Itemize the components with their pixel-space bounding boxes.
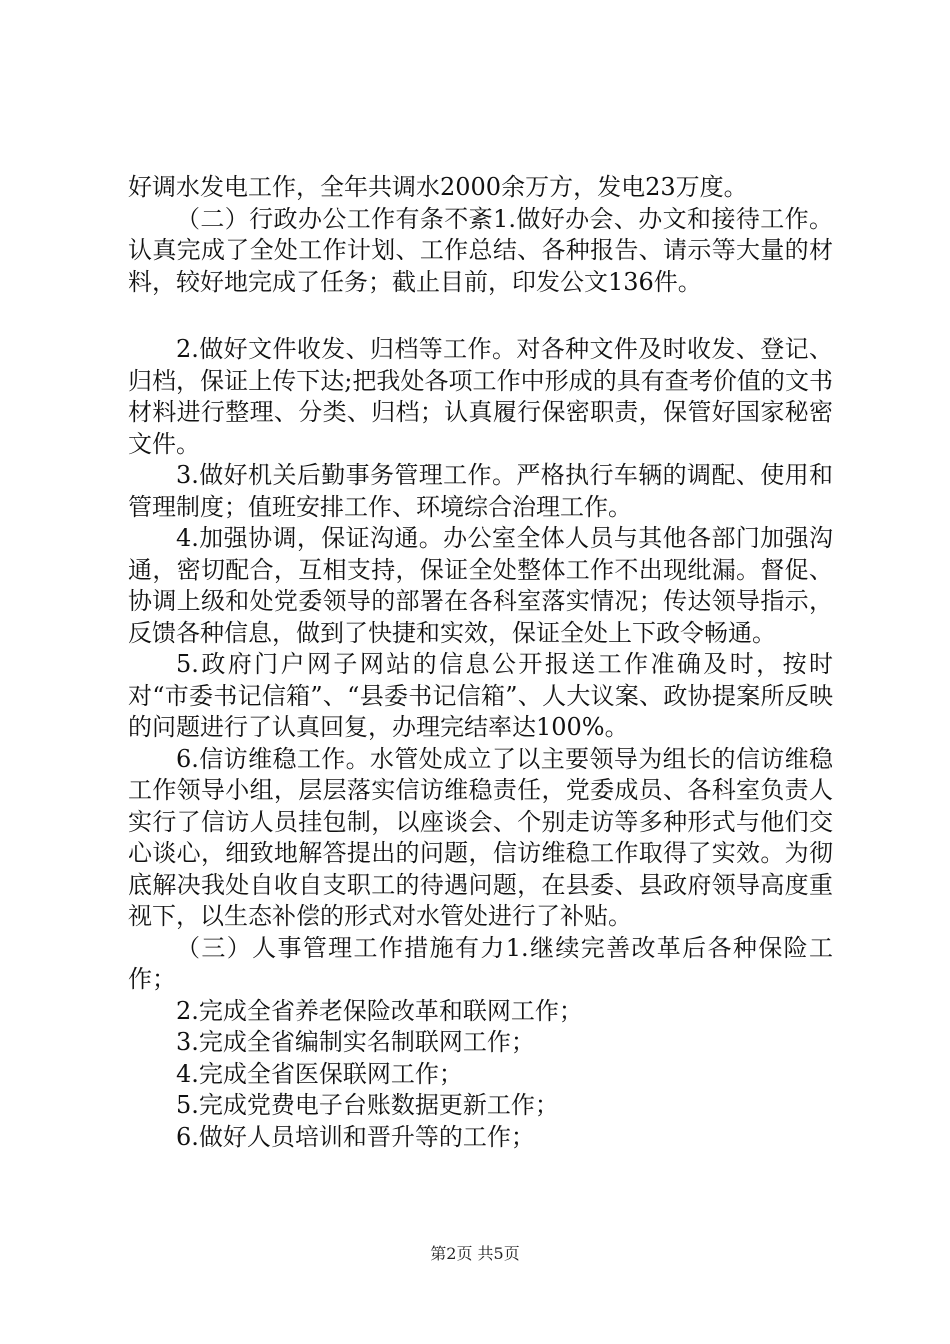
paragraph-11: 4.完成全省医保联网工作； <box>176 1059 463 1088</box>
paragraph-5: 4.加强协调，保证沟通。办公室全体人员与其他各部门加强沟通，密切配合，互相支持，保证全处整体工作不出现纰漏。督促、协调上级和处党委领导的部署在各科室落实情况；传达领导指示，反馈各种信息，做到了快捷和实效，保证全处上下政令畅通。 <box>128 524 833 647</box>
paragraph-9: 2.完成全省养老保险改革和联网工作； <box>176 996 583 1025</box>
paragraph-7: 6.信访维稳工作。水管处成立了以主要领导为组长的信访维稳工作领导小组，层层落实信访维稳责任，党委成员、各科室负责人实行了信访人员挂包制，以座谈会、个别走访等多种形式与他们交心谈心，细致地解答提出的问题，信访维稳工作取得了实效。为彻底解决我处自收自支职工的待遇问题，在县委、县政府领导高度重视下，以生态补偿的形式对水管处进行了补贴。 <box>128 744 833 930</box>
paragraph-10: 3.完成全省编制实名制联网工作； <box>176 1028 535 1056</box>
page-number-footer: 第2页 共5页 <box>430 1244 520 1263</box>
paragraph-13: 6.做好人员培训和晋升等的工作； <box>176 1122 535 1151</box>
paragraph-2: （二）行政办公工作有条不紊1.做好办会、办文和接待工作。认真完成了全处工作计划、工作总结、各种报告、请示等大量的材料，较好地完成了任务；截止目前，印发公文136件。 <box>128 204 833 296</box>
paragraph-12: 5.完成党费电子台账数据更新工作； <box>176 1091 559 1119</box>
paragraph-1: 好调水发电工作，全年共调水2000余万方，发电23万度。 <box>128 173 748 201</box>
paragraph-8: （三）人事管理工作措施有力1.继续完善改革后各种保险工作； <box>128 933 833 993</box>
paragraph-4: 3.做好机关后勤事务管理工作。严格执行车辆的调配、使用和管理制度；值班安排工作、环境综合治理工作。 <box>128 461 833 521</box>
document-body <box>128 172 833 1153</box>
paragraph-3: 2.做好文件收发、归档等工作。对各种文件及时收发、登记、归档，保证上传下达;把我处各项工作中形成的具有查考价值的文书材料进行整理、分类、归档；认真履行保密职责，保管好国家秘密文件。 <box>128 335 833 458</box>
paragraph-6: 5.政府门户网子网站的信息公开报送工作准确及时，按时对“市委书记信箱”、“县委书记信箱”、人大议案、政协提案所反映的问题进行了认真回复，办理完结率达100%。 <box>128 650 833 741</box>
